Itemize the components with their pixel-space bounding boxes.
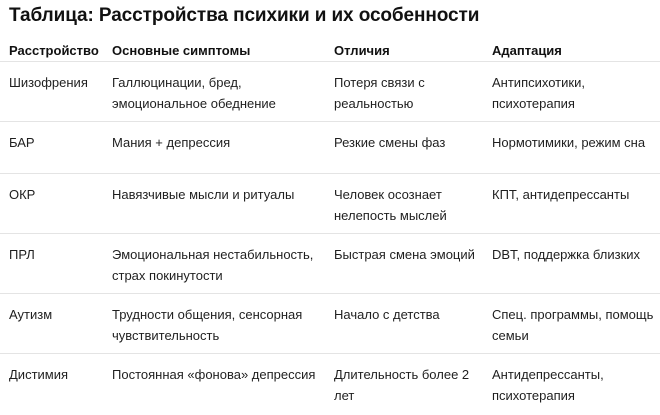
cell-line: Спец. программы, помощь [492,307,654,322]
cell-line: Нормотимики, режим сна [492,135,646,150]
cell-adaptation [492,184,629,205]
cell-symptoms [112,364,315,385]
column-header-disorder: Расстройство [9,43,99,58]
cell-adaptation [492,364,604,406]
table-row [0,173,660,233]
cell-line: Аутизм [9,307,53,322]
cell-line: Длительность более 2 [334,367,470,382]
cell-disorder [9,132,35,153]
cell-differences [334,304,440,325]
table-row [0,121,660,173]
cell-differences [334,244,475,265]
table-row [0,353,660,413]
cell-symptoms [112,304,302,346]
cell-line: Антипсихотики, [492,75,585,90]
cell-adaptation [492,244,640,265]
cell-disorder [9,244,35,265]
cell-line: эмоциональное обеднение [112,96,276,111]
table-row [0,293,660,353]
cell-differences [334,132,445,153]
cell-line: ОКР [9,187,36,202]
cell-line: Начало с детства [334,307,440,322]
cell-line: лет [334,388,355,403]
cell-line: ПРЛ [9,247,35,262]
cell-line: психотерапия [492,388,575,403]
cell-line: психотерапия [492,96,575,111]
cell-line: нелепость мыслей [334,208,447,223]
cell-line: Навязчивые мысли и ритуалы [112,187,295,202]
cell-disorder [9,364,68,385]
cell-symptoms [112,132,230,153]
disorders-table [0,33,660,413]
cell-line: Галлюцинации, бред, [112,75,242,90]
cell-line: страх покинутости [112,268,223,283]
cell-line: семьи [492,328,529,343]
cell-disorder [9,304,52,325]
cell-line: Антидепрессанты, [492,367,604,382]
table-row [0,233,660,293]
cell-line: Шизофрения [9,75,88,90]
column-header-adaptation: Адаптация [492,43,562,58]
cell-differences [334,72,425,114]
cell-line: КПТ, антидепрессанты [492,187,630,202]
cell-differences [334,184,447,226]
cell-adaptation [492,304,653,346]
cell-line: Человек осознает [334,187,442,202]
cell-line: реальностью [334,96,414,111]
cell-symptoms [112,244,313,286]
cell-line: Трудности общения, сенсорная [112,307,303,322]
page-title: Таблица: Расстройства психики и их особенности [9,5,480,26]
cell-line: БАР [9,135,35,150]
cell-line: Дистимия [9,367,69,382]
cell-symptoms [112,184,294,205]
table-header-row [0,33,660,61]
cell-symptoms [112,72,276,114]
cell-line: Потеря связи с [334,75,425,90]
cell-line: Постоянная «фонова» депрессия [112,367,316,382]
cell-line: Эмоциональная нестабильность, [112,247,314,262]
table-row [0,61,660,121]
cell-adaptation [492,72,585,114]
cell-line: Быстрая смена эмоций [334,247,475,262]
cell-line: Резкие смены фаз [334,135,446,150]
cell-adaptation [492,132,645,153]
cell-disorder [9,184,35,205]
cell-line: Мания + депрессия [112,135,231,150]
cell-line: чувствительность [112,328,220,343]
cell-line: DBT, поддержка близких [492,247,641,262]
column-header-symptoms: Основные симптомы [112,43,251,58]
column-header-differences: Отличия [334,43,390,58]
cell-differences [334,364,469,406]
cell-disorder [9,72,88,93]
